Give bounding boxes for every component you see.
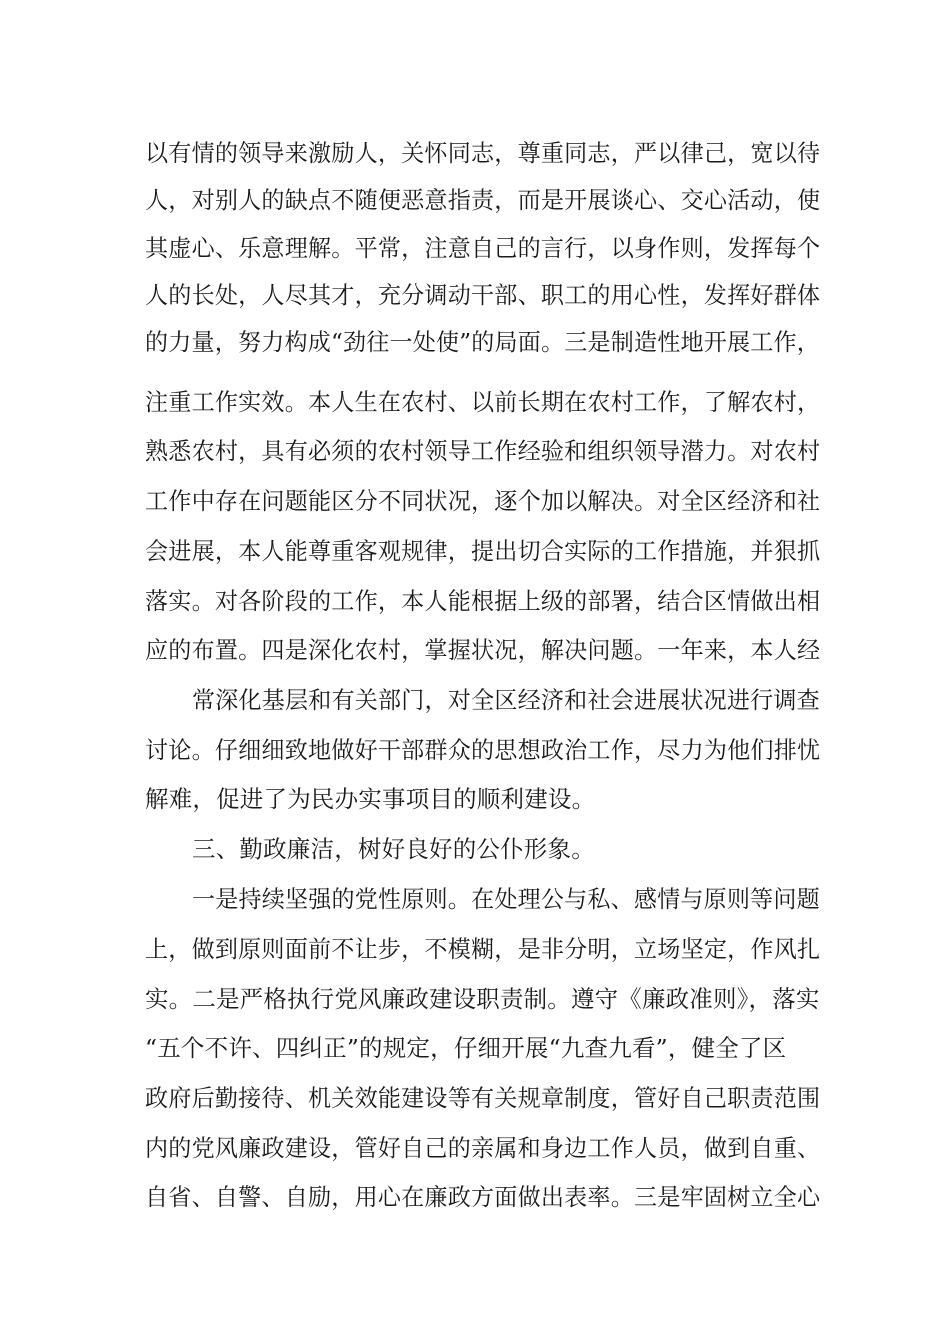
- text-line: 人的长处，人尽其才，充分调动干部、职工的用心性，发挥好群体: [145, 281, 821, 309]
- text-line: 工作中存在问题能区分不同状况，逐个加以解决。对全区经济和社: [145, 487, 821, 515]
- text-line: 上，做到原则面前不让步，不模糊，是非分明，立场坚定，作风扎: [145, 935, 821, 963]
- paragraph-start-line: 常深化基层和有关部门，对全区经济和社会进展状况进行调查: [192, 686, 820, 714]
- text-line: “五个不许、四纠正”的规定，仔细开展“九查九看”，健全了区: [145, 1034, 787, 1062]
- text-line: 落实。对各阶段的工作，本人能根据上级的部署，结合区情做出相: [145, 587, 821, 615]
- text-line: 内的党风廉政建设，管好自己的亲属和身边工作人员，做到自重、: [145, 1134, 821, 1162]
- text-line: 实。二是严格执行党风廉政建设职责制。遵守《廉政准则》，落实: [145, 985, 820, 1013]
- text-line: 会进展，本人能尊重客观规律，提出切合实际的工作措施，并狠抓: [145, 537, 821, 565]
- text-line: 其虚心、乐意理解。平常，注意自己的言行，以身作则，发挥每个: [145, 234, 821, 262]
- section-heading: 三、勤政廉洁，树好良好的公仆形象。: [192, 835, 595, 863]
- paragraph-start-line: 一是持续坚强的党性原则。在处理公与私、感情与原则等问题: [192, 885, 820, 913]
- text-line: 人，对别人的缺点不随便恶意指责，而是开展谈心、交心活动，使: [145, 186, 821, 214]
- text-line: 以有情的领导来激励人，关怀同志，尊重同志，严以律己，宽以待: [145, 139, 821, 167]
- text-line: 注重工作实效。本人生在农村、以前长期在农村工作，了解农村，: [145, 388, 821, 416]
- text-line: 自省、自警、自励，用心在廉政方面做出表率。三是牢固树立全心: [145, 1183, 821, 1211]
- text-line: 解难，促进了为民办实事项目的顺利建设。: [145, 785, 596, 813]
- text-line: 的力量，努力构成“劲往一处使”的局面。三是制造性地开展工作，: [145, 328, 821, 356]
- text-line: 讨论。仔细细致地做好干部群众的思想政治工作，尽力为他们排忧: [145, 736, 821, 764]
- text-line: 政府后勤接待、机关效能建设等有关规章制度，管好自己职责范围: [145, 1084, 821, 1112]
- text-line: 熟悉农村，具有必须的农村领导工作经验和组织领导潜力。对农村: [145, 437, 821, 465]
- text-line: 应的布置。四是深化农村，掌握状况，解决问题。一年来，本人经: [145, 636, 821, 664]
